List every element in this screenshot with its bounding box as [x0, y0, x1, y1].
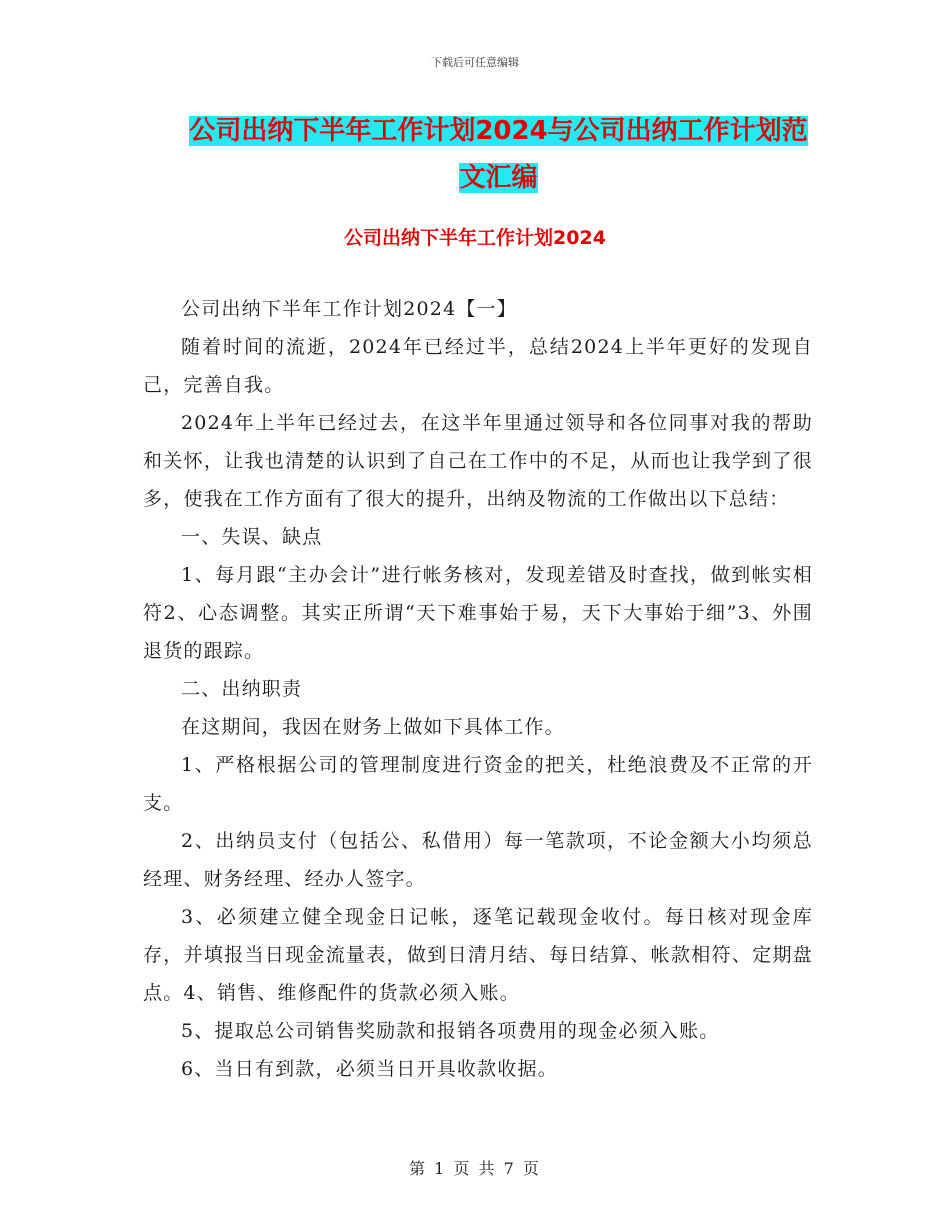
header-note: 下载后可任意编辑 [431, 56, 519, 69]
paragraph: 2024年上半年已经过去，在这半年里通过领导和各位同事对我的帮助和关怀，让我也清楚的认识到了自己在工作中的不足，从而也让我学到了很多，使我在工作方面有了很大的提升，出纳及物流的工作做出以下总结： [143, 412, 813, 510]
paragraph: 随着时间的流逝，2024年已经过半，总结2024上半年更好的发现自己，完善自我。 [143, 336, 813, 396]
paragraph: 2、出纳员支付（包括公、私借用）每一笔款项，不论金额大小均须总经理、财务经理、经办人签字。 [143, 830, 813, 890]
paragraph: 1、严格根据公司的管理制度进行资金的把关，杜绝浪费及不正常的开支。 [143, 754, 813, 814]
paragraph: 一、失误、缺点 [181, 526, 323, 548]
paragraph: 公司出纳下半年工作计划2024【一】 [181, 298, 517, 320]
page-footer: 第 1 页 共 7 页 [409, 1159, 541, 1178]
paragraph: 二、出纳职责 [181, 678, 303, 700]
section-title: 公司出纳下半年工作计划2024 [344, 227, 606, 249]
document-title-line-1: 公司出纳下半年工作计划2024与公司出纳工作计划范 [189, 116, 808, 146]
paragraph: 在这期间，我因在财务上做如下具体工作。 [181, 716, 565, 738]
document-title-line-2: 文汇编 [459, 163, 538, 193]
paragraph: 6、当日有到款，必须当日开具收款收据。 [181, 1058, 558, 1080]
document-title [186, 108, 811, 202]
paragraph: 1、每月跟“主办会计”进行帐务核对，发现差错及时查找，做到帐实相符2、心态调整。其实正所谓“天下难事始于易，天下大事始于细”3、外围退货的跟踪。 [143, 564, 813, 662]
paragraph: 3、必须建立健全现金日记帐，逐笔记载现金收付。每日核对现金库存，并填报当日现金流量表，做到日清月结、每日结算、帐款相符、定期盘点。4、销售、维修配件的货款必须入账。 [143, 906, 813, 1004]
paragraph: 5、提取总公司销售奖励款和报销各项费用的现金必须入账。 [181, 1020, 720, 1042]
document-body [143, 290, 813, 1088]
